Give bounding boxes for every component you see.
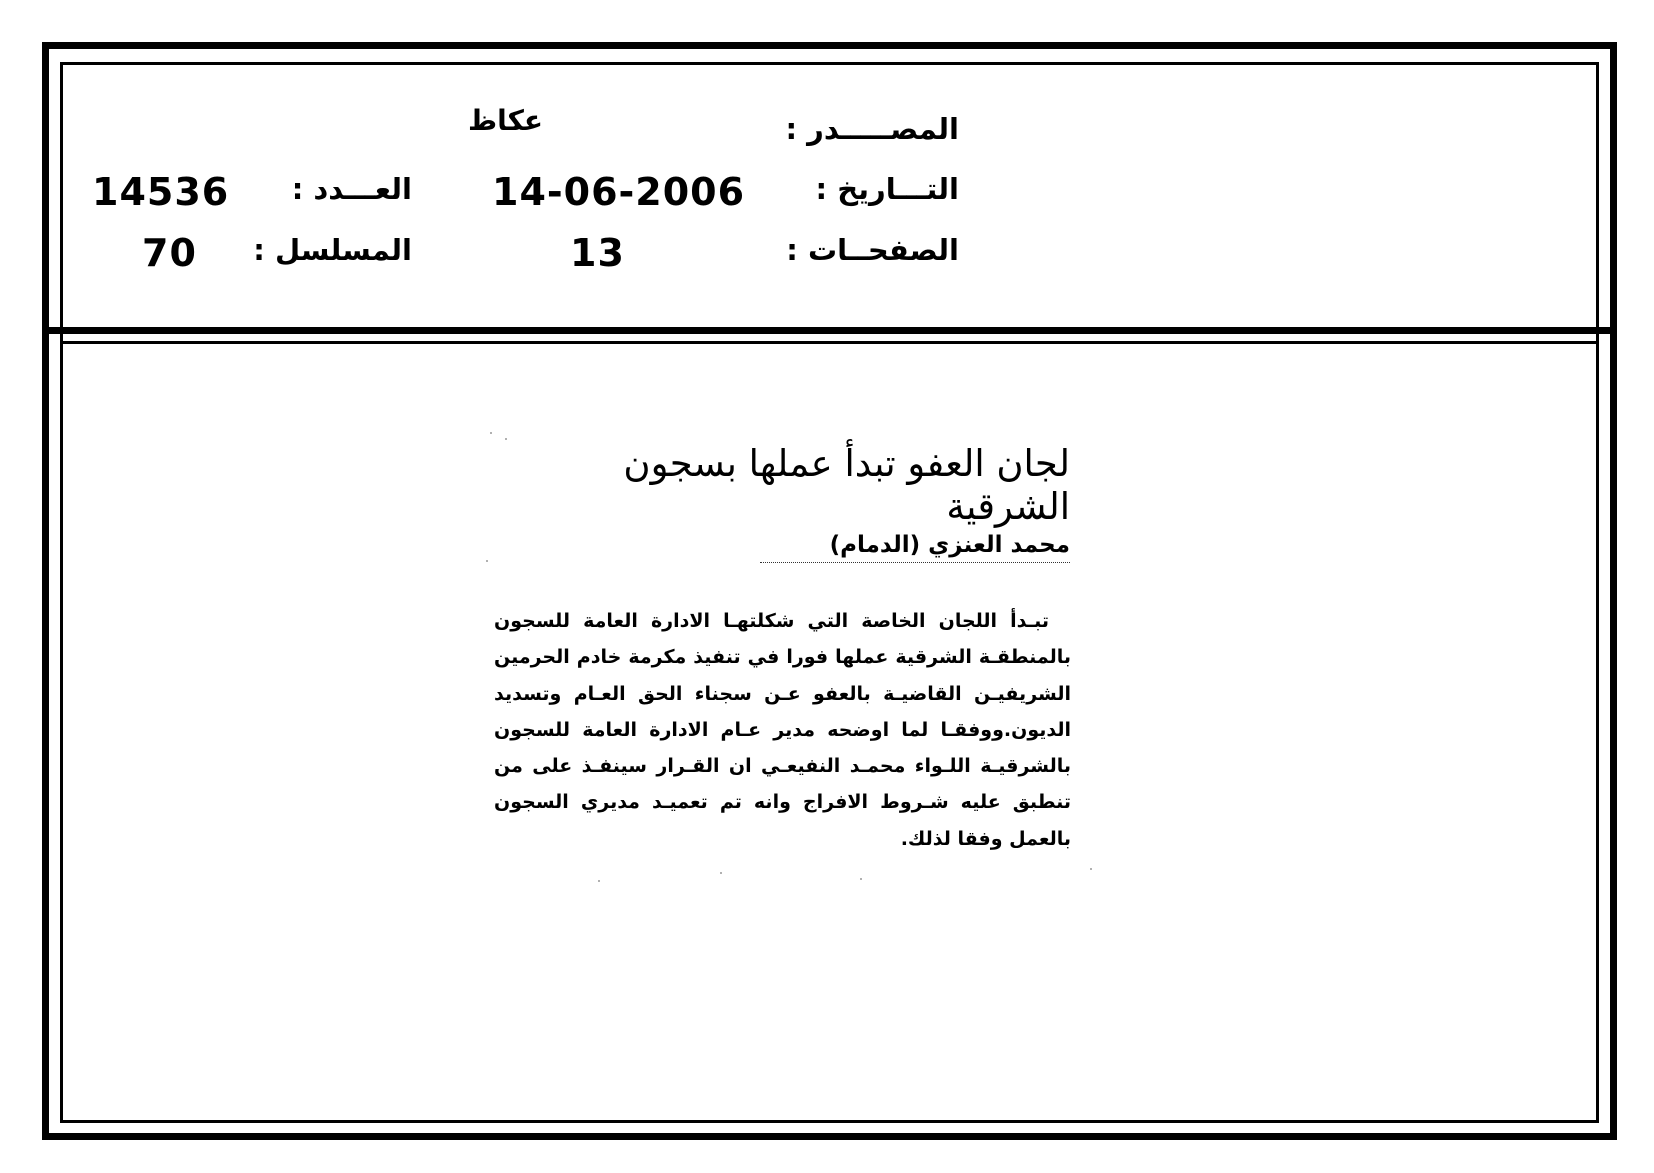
header-divider xyxy=(48,327,1611,334)
pages-label: الصفحــات : xyxy=(786,233,959,267)
issue-value: 14536 xyxy=(92,170,230,214)
scan-speck xyxy=(486,560,488,562)
date-value: 14-06-2006 xyxy=(492,170,746,214)
article-headline: لجان العفو تبدأ عملها بسجون الشرقية xyxy=(623,442,1070,528)
header-divider-thin xyxy=(60,341,1599,344)
issue-label: العـــدد : xyxy=(291,172,412,206)
source-label: المصـــــدر : xyxy=(785,112,959,146)
scan-speck xyxy=(598,880,600,882)
scan-speck xyxy=(720,872,722,874)
scan-speck xyxy=(490,432,492,434)
scan-speck xyxy=(860,878,862,880)
article-byline: محمد العنزي (الدمام) xyxy=(760,532,1070,563)
article-paragraph: تبـدأ اللجان الخاصة التي شكلتهـا الادارة العامة للسجون بالمنطقـة الشرقية عملها فورا في تنفيذ مكرمة خادم الحرمين الشريفيـن القاضيـة بالعفو عـن سجناء الحق العـام وتسديد الديون.ووفقـا لما اوضحه مدير عـام الادارة العامة للسجون بالشرقيـة اللـواء محمـد النفيعـي ان القـرار سينفـذ على من تنطبق عليه شـروط الافراج وانه تم تعميـد مديري السجون بالعمل وفقا لذلك. xyxy=(494,610,1071,850)
serial-value: 70 xyxy=(142,231,197,275)
date-label: التـــاريخ : xyxy=(815,172,959,206)
scan-speck xyxy=(1090,868,1092,870)
serial-label: المسلسل : xyxy=(253,233,412,267)
source-value: عكاظ xyxy=(468,104,544,137)
article-body xyxy=(494,603,1071,857)
inner-border xyxy=(60,62,1599,1123)
scan-speck xyxy=(505,438,507,440)
pages-value: 13 xyxy=(570,231,625,275)
